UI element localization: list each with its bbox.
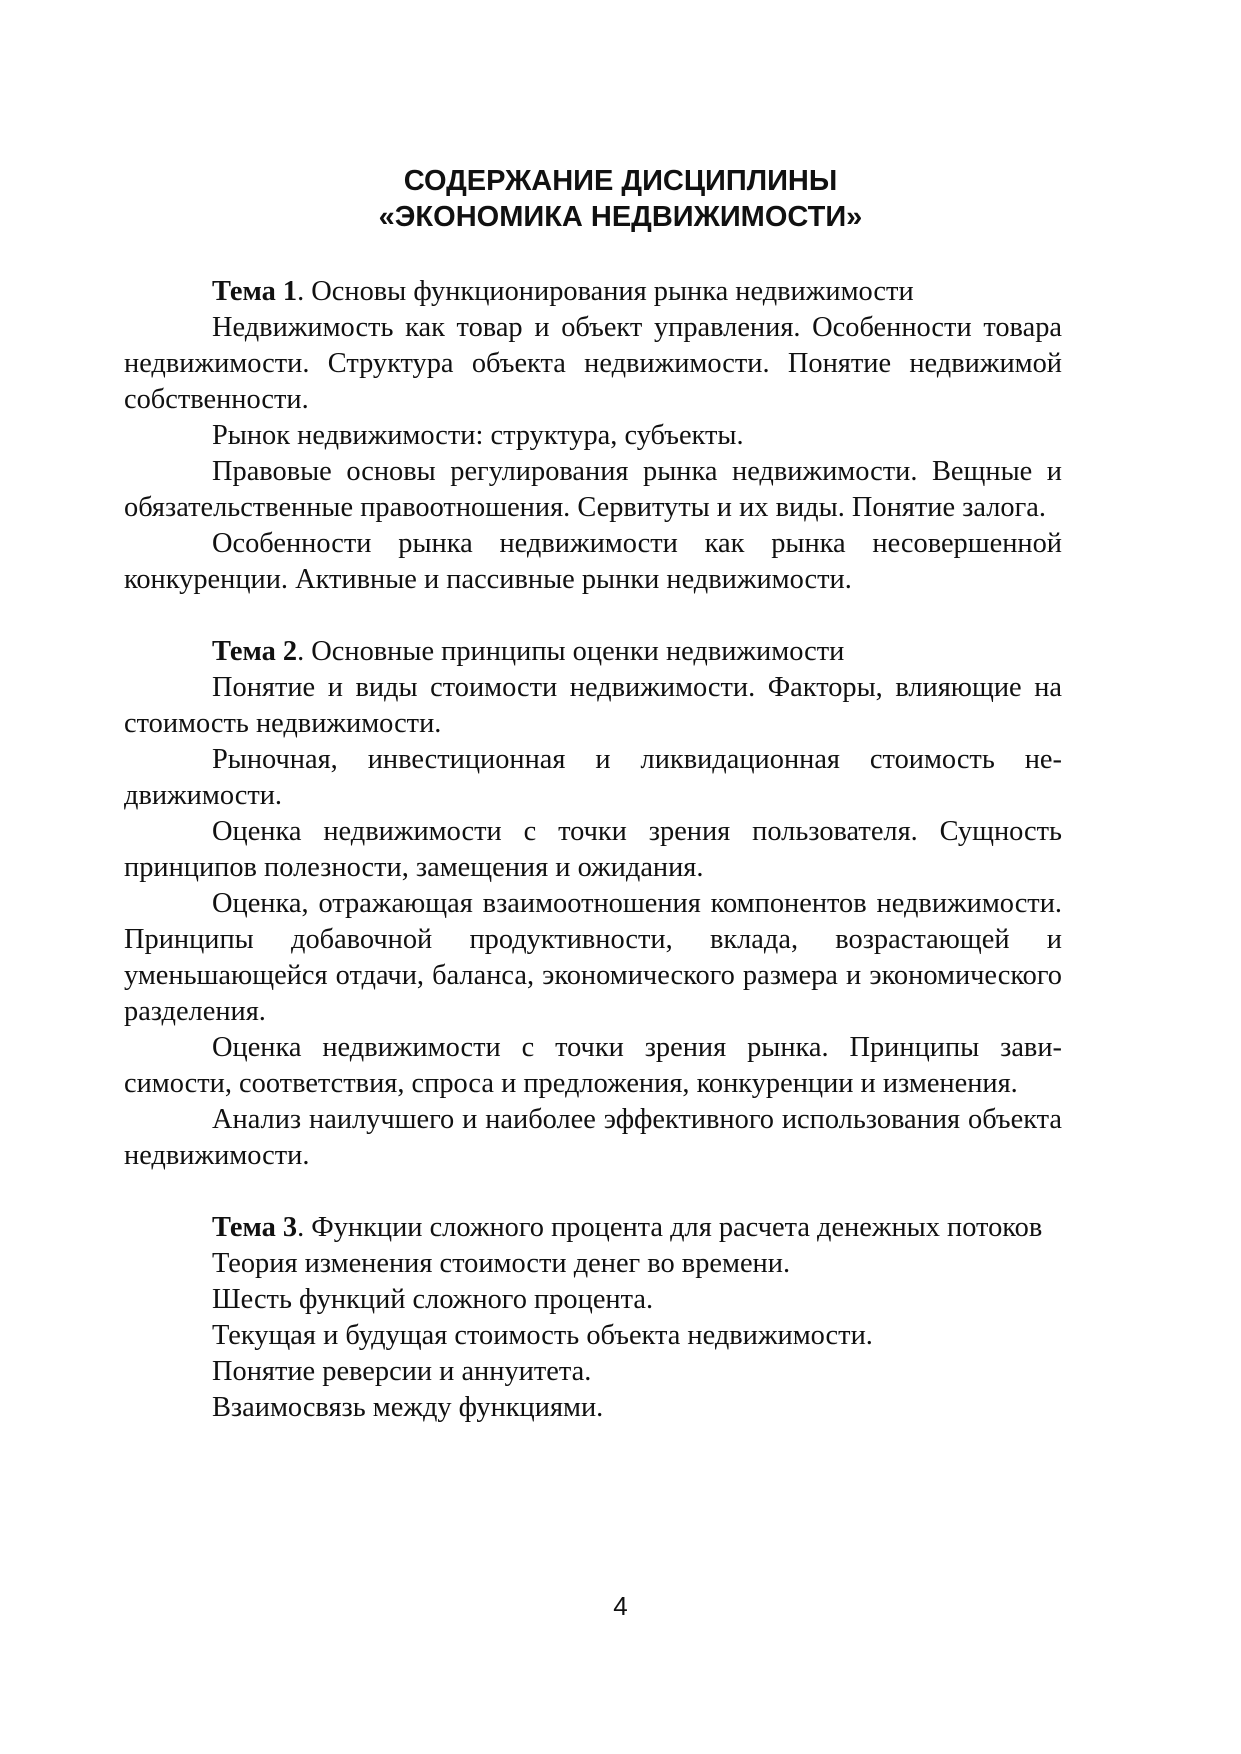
page-number: 4: [613, 1591, 628, 1621]
topic-label: Тема 3: [212, 1212, 298, 1243]
topic-1-section: [124, 274, 1062, 598]
topic-label: Тема 1: [212, 276, 298, 307]
topic-name: . Основы функционирования рынка недвижимости: [297, 276, 914, 307]
paragraph: Рынок недвижимости: структура, субъекты.: [212, 420, 744, 451]
topic-name: . Функции сложного процента для расчета денежных потоков: [297, 1212, 1043, 1243]
paragraph: Оценка недвижимости с точки зрения рынка. Принципы зависимости, соответствия, спроса и предложения, конкуренции и изменения.: [124, 1032, 1062, 1099]
paragraph: Анализ наилучшего и наиболее эффективного использования объекта недвижимости.: [124, 1104, 1062, 1171]
paragraph: Текущая и будущая стоимость объекта недвижимости.: [212, 1320, 873, 1351]
document-body: [124, 274, 1062, 1426]
paragraph: Оценка недвижимости с точки зрения пользователя. Сущность принципов полезности, замещения и ожидания.: [124, 816, 1062, 883]
paragraph: Недвижимость как товар и объект управления. Особенности товара недвижимости. Структура объекта недвижимости. Понятие недвижимой собственности.: [124, 312, 1062, 415]
topic-heading: [124, 274, 1062, 310]
section-gap: [124, 1174, 1062, 1210]
title-line-2: «ЭКОНОМИКА НЕДВИЖИМОСТИ»: [378, 201, 863, 233]
paragraph: Понятие реверсии и аннуитета.: [212, 1356, 592, 1387]
topic-name: . Основные принципы оценки недвижимости: [297, 636, 845, 667]
paragraph: Правовые основы регулирования рынка недвижимости. Вещные и обязательственные правоотношения. Сервитуты и их виды. Понятие залога.: [124, 456, 1062, 523]
topic-2-section: [124, 634, 1062, 1174]
topic-3-section: [124, 1210, 1062, 1426]
page-title: [120, 163, 1121, 235]
paragraph: Понятие и виды стоимости недвижимости. Факторы, влияющие на стоимость недвижимости.: [124, 672, 1062, 739]
paragraph: Оценка, отражающая взаимоотношения компонентов недвижимости. Принципы добавочной продуктивности, вклада, возрастающей и уменьшающейся отдачи, баланса, экономического размера и экономического разделения.: [124, 888, 1062, 1027]
topic-label: Тема 2: [212, 636, 298, 667]
title-line-1: СОДЕРЖАНИЕ ДИСЦИПЛИНЫ: [403, 165, 838, 197]
paragraph: Шесть функций сложного процента.: [212, 1284, 654, 1315]
paragraph: Рыночная, инвестиционная и ликвидационная стоимость недвижимости.: [124, 744, 1062, 811]
paragraph: Особенности рынка недвижимости как рынка несовершенной конкуренции. Активные и пассивные рынки недвижимости.: [124, 528, 1062, 595]
topic-heading: [124, 634, 1062, 670]
topic-heading: [124, 1210, 1062, 1246]
paragraph: Взаимосвязь между функциями.: [212, 1392, 604, 1423]
paragraph: Теория изменения стоимости денег во времени.: [212, 1248, 791, 1279]
section-gap: [124, 598, 1062, 634]
